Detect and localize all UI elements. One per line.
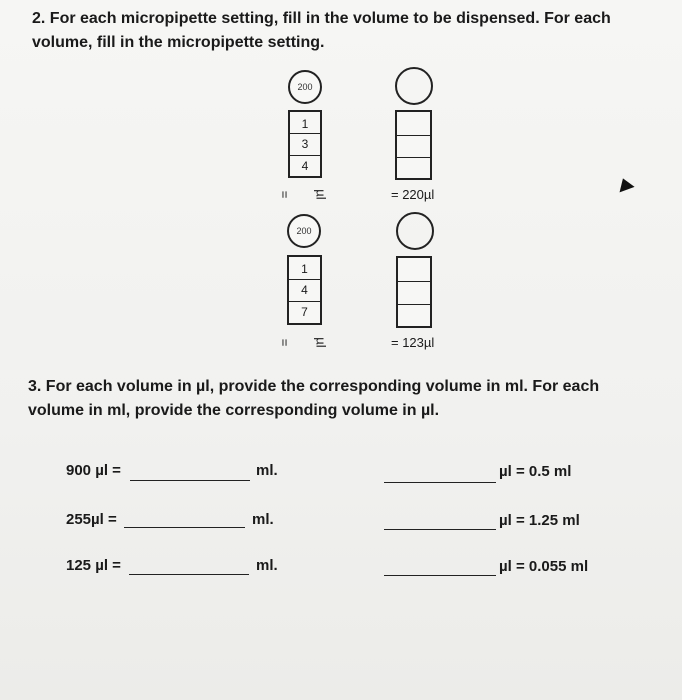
conv-right-2-blank[interactable]: [384, 529, 496, 530]
pipette-1-equals: =: [277, 190, 293, 199]
conv-right-1-label: µl = 0.5 ml: [499, 463, 572, 480]
conv-left-3-unit: ml.: [256, 557, 278, 574]
pipette-4-display-blank[interactable]: [396, 256, 432, 328]
pipette-1-display: [288, 110, 322, 178]
pipette-3-digit-2: 4: [289, 279, 320, 300]
conv-left-2-unit: ml.: [252, 511, 274, 528]
pipette-3-dial-value: 200: [296, 226, 312, 236]
conv-right-3-blank[interactable]: [384, 575, 496, 576]
pipette-2-display-blank[interactable]: [395, 110, 432, 180]
pipette-3-equals: =: [277, 338, 293, 347]
conv-left-1-blank[interactable]: [130, 480, 250, 481]
pipette-1-dial-value: 200: [297, 82, 313, 92]
pipette-3-digit-1: 1: [301, 261, 308, 276]
pipette-3-unit: µl: [313, 337, 329, 348]
conv-right-2-label: µl = 1.25 ml: [499, 512, 580, 529]
pipette-1-dial: [288, 70, 322, 104]
pipette-3-digit-3: 7: [289, 301, 320, 322]
conv-left-1-unit: ml.: [256, 462, 278, 479]
pipette-3-dial: [287, 214, 321, 248]
pipette-2-dial-blank[interactable]: [395, 67, 433, 105]
pipette-4-dial-blank[interactable]: [396, 212, 434, 250]
pipette-1-digit-1: 1: [301, 116, 309, 131]
question-2-text: 2. For each micropipette setting, fill in the volume to be dispensed. For each volume, fill in the micropipette setting.: [32, 10, 611, 51]
pipette-1-digit-3: 4: [290, 155, 320, 176]
conv-right-3-label: µl = 0.055 ml: [499, 558, 589, 575]
conv-left-3-blank[interactable]: [129, 574, 249, 575]
pipette-1-unit: µl: [313, 189, 329, 200]
conv-left-2-label: 255µl =: [66, 511, 117, 528]
conv-right-1-blank[interactable]: [384, 482, 496, 483]
pipette-2-target-volume: = 220µl: [391, 187, 435, 202]
conv-left-2-blank[interactable]: [124, 527, 245, 528]
conv-left-3-label: 125 µl =: [66, 557, 121, 574]
question-3-text: 3. For each volume in µl, provide the corresponding volume in ml. For each volume in ml, provide the corresponding volume in µl.: [28, 378, 600, 419]
pipette-4-target-volume: = 123µl: [391, 335, 435, 350]
pipette-1-digit-2: 3: [290, 133, 320, 154]
mouse-cursor-icon: [615, 176, 634, 193]
pipette-3-display: [287, 255, 322, 325]
conv-left-1-label: 900 µl =: [66, 462, 121, 479]
